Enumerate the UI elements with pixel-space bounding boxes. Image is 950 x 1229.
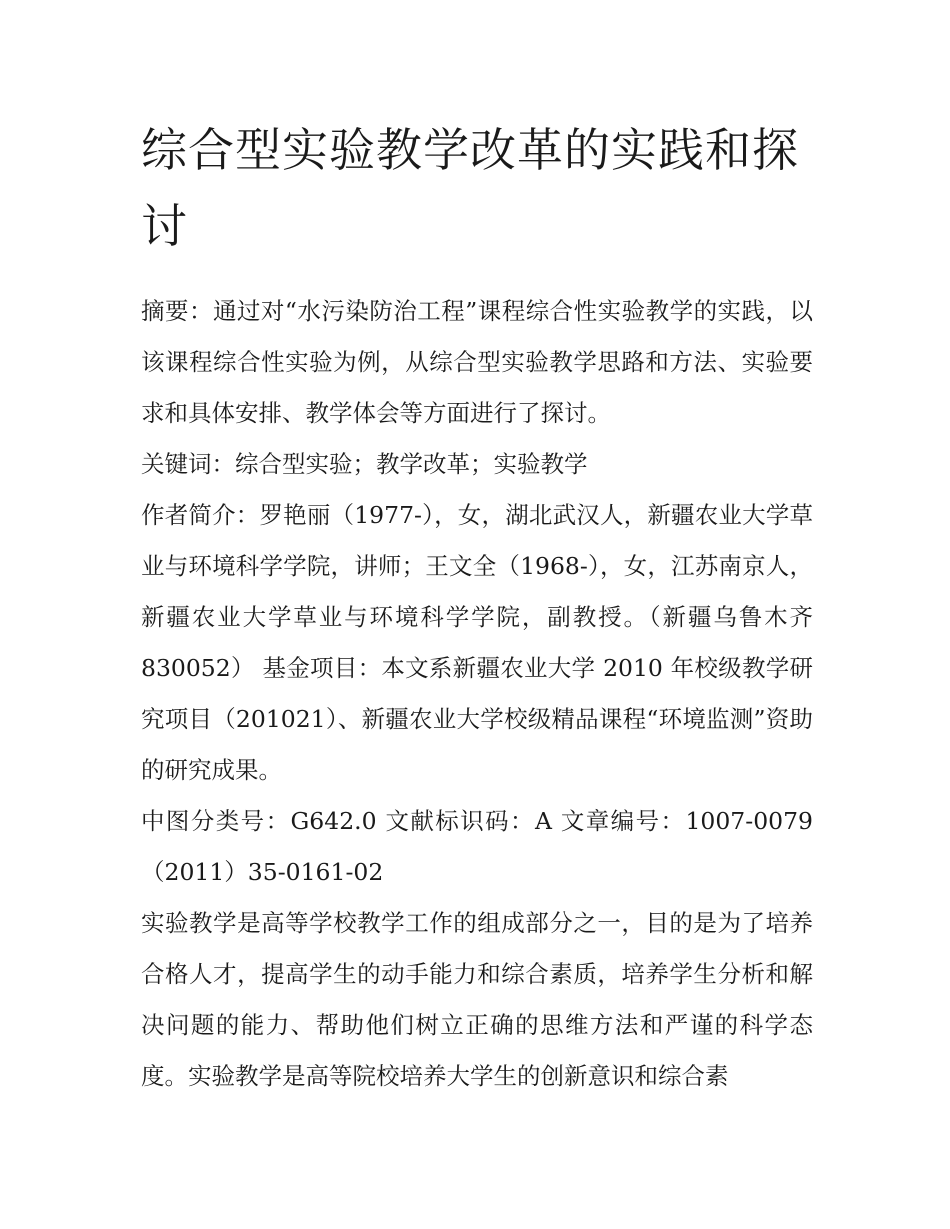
body-paragraph: 实验教学是高等学校教学工作的组成部分之一，目的是为了培养合格人才，提高学生的动手能力和综合素质，培养学生分析和解决问题的能力、帮助他们树立正确的思维方法和严谨的科学态度。实验教学是高等院校培养大学生的创新意识和综合素 — [141, 909, 813, 1090]
author-bio: 作者简介：罗艳丽（1977-），女，湖北武汉人，新疆农业大学草业与环境科学学院，讲师；王文全（1968-），女，江苏南京人，新疆农业大学草业与环境科学学院，副教授。（新疆乌鲁木齐 830052） 基金项目：本文系新疆农业大学 2010 年校级教学研究项目（201021）、新疆农业大学校级精品课程“环境监测”资助的研究成果。 — [141, 501, 813, 784]
keywords: 关键词：综合型实验；教学改革；实验教学 — [141, 450, 588, 478]
document-title: 综合型实验教学改革的实践和探讨 — [141, 123, 799, 253]
classification-info: 中图分类号：G642.0 文献标识码：A 文章编号：1007-0079（2011）35-0161-02 — [141, 807, 813, 886]
document-page — [141, 112, 813, 1102]
abstract: 摘要：通过对“水污染防治工程”课程综合性实验教学的实践，以该课程综合性实验为例，从综合型实验教学思路和方法、实验要求和具体安排、教学体会等方面进行了探讨。 — [141, 297, 813, 427]
